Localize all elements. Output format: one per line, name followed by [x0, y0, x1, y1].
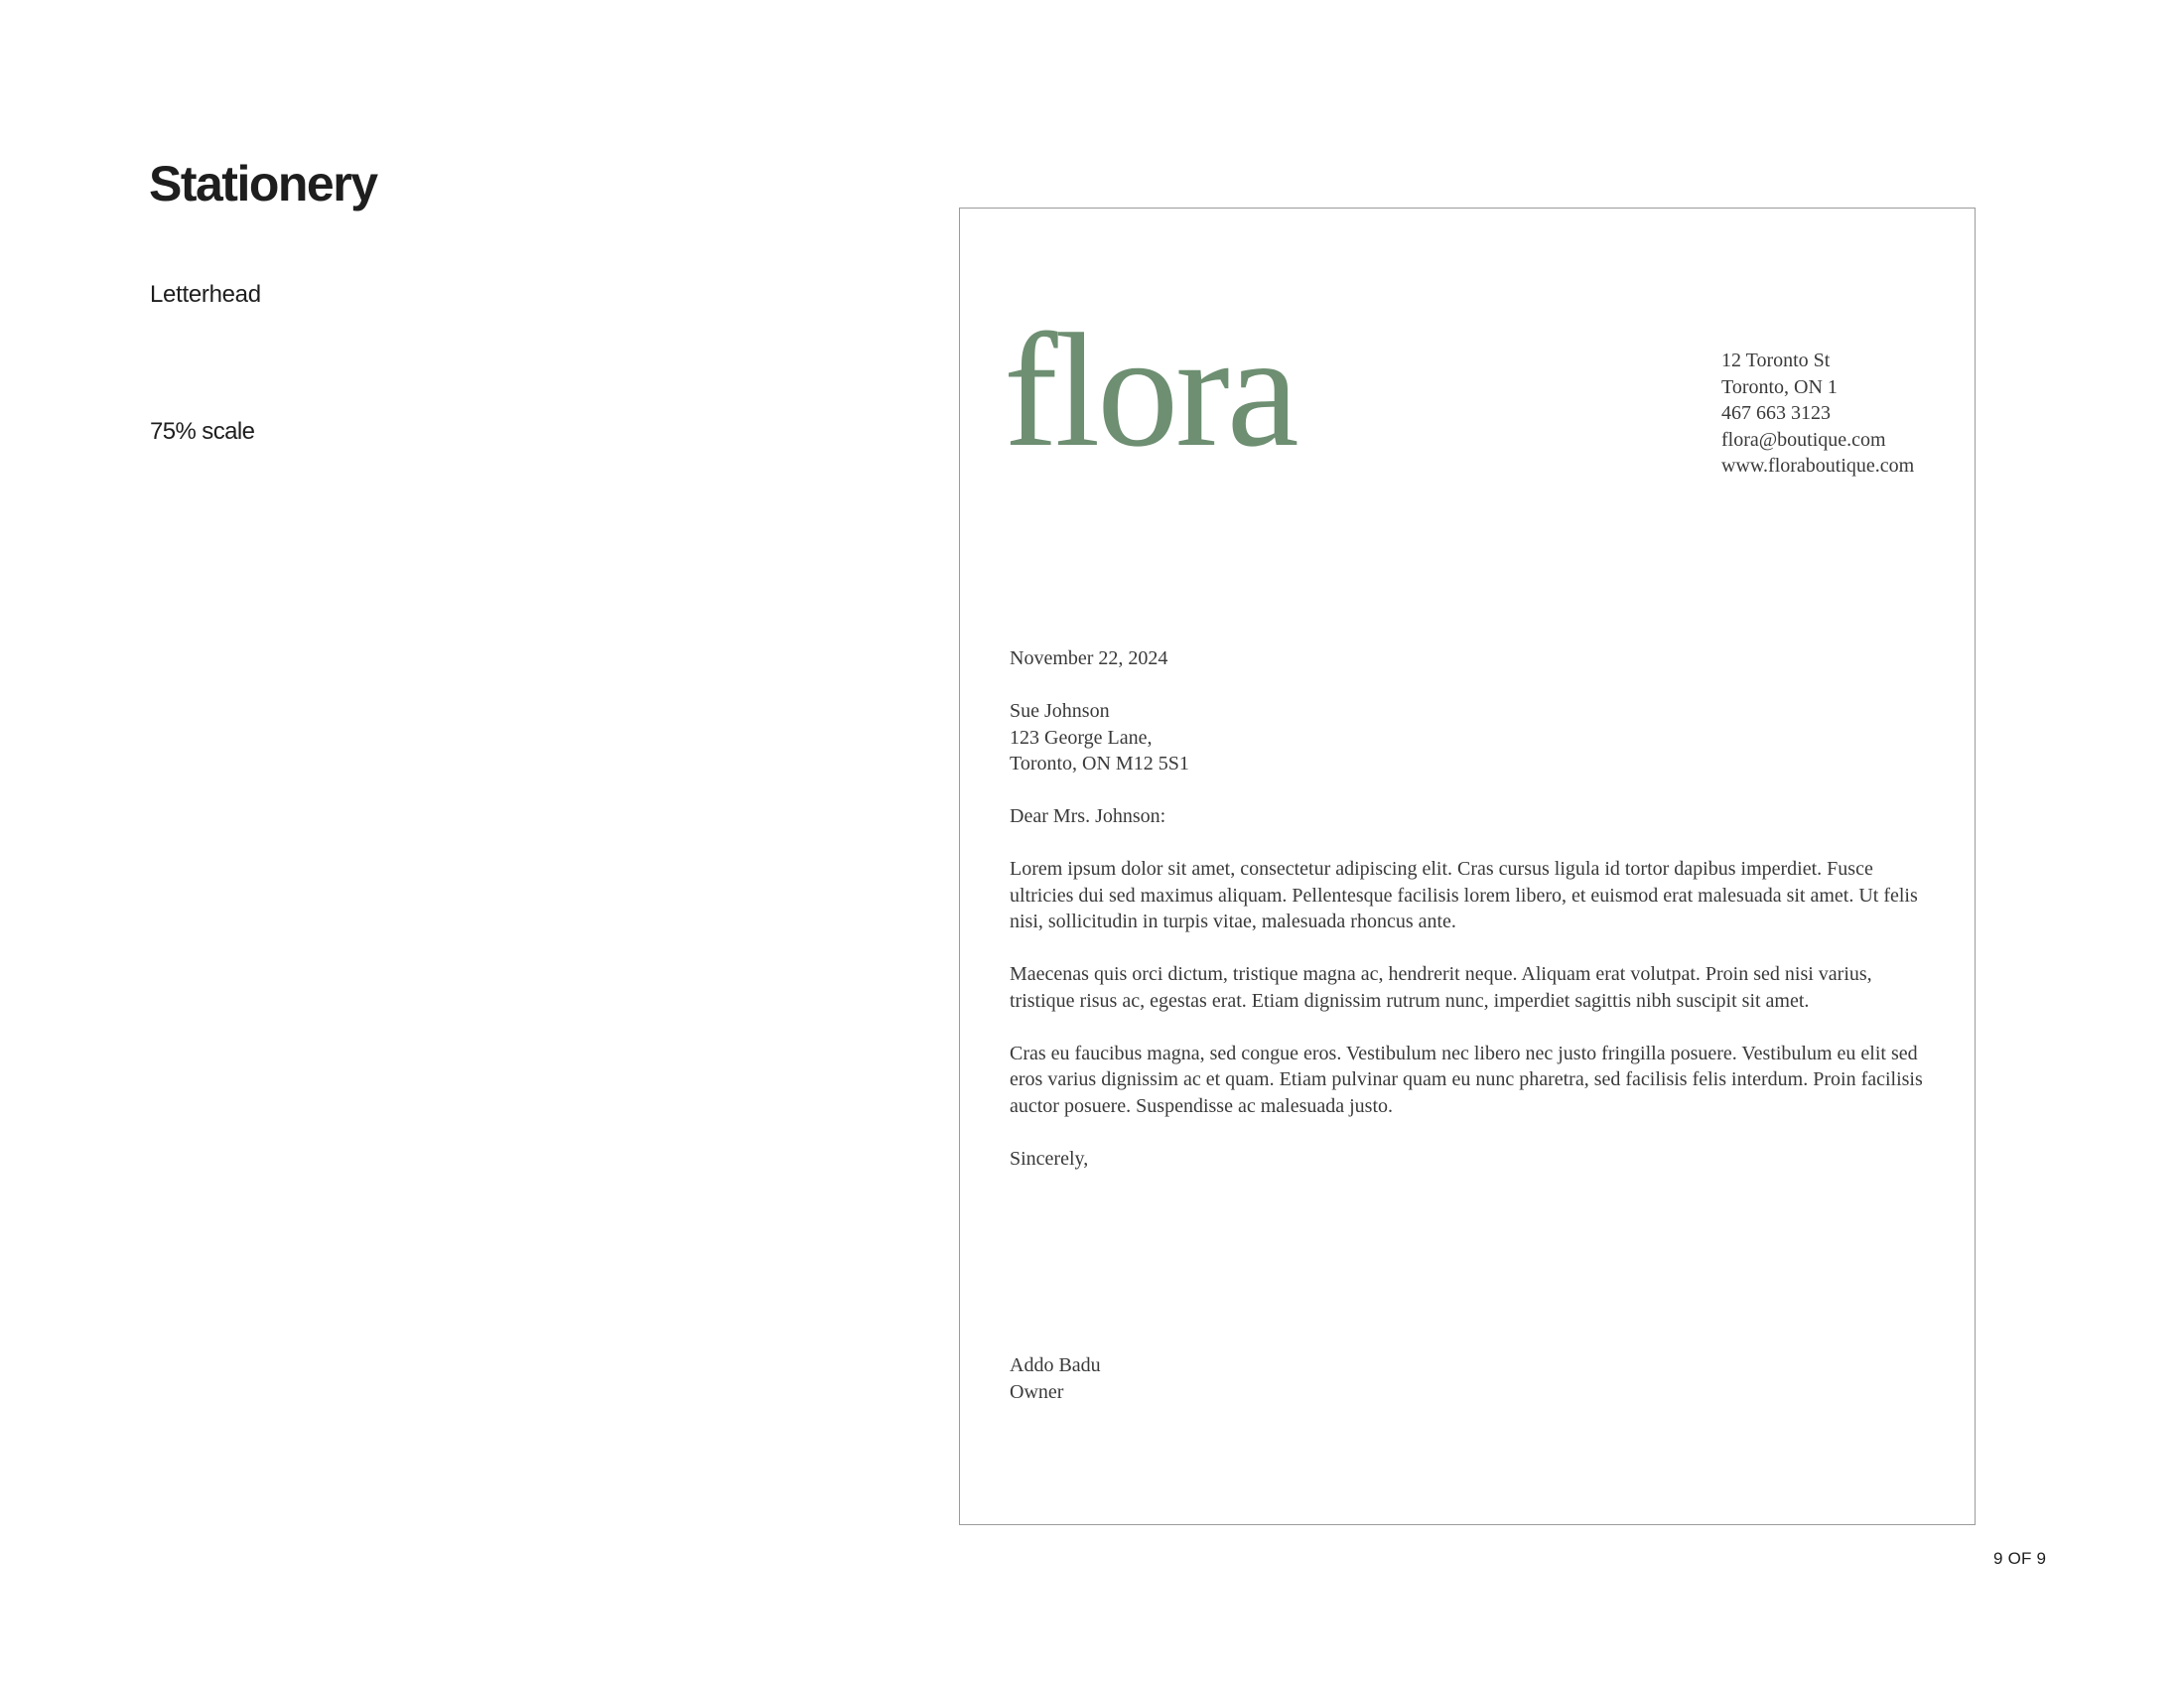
closing: Sincerely, [1010, 1147, 1089, 1170]
letter-date: November 22, 2024 [1010, 647, 1168, 669]
body-paragraph: Maecenas quis orci dictum, tristique magna ac, hendrerit neque. Aliquam erat volutpat. Proin sed nisi varius, tristique risus ac, egestas erat. Etiam dignissim rutrum nunc, imperdiet sagittis nibh suscipit sit amet. [1010, 963, 1872, 1012]
contact-email: flora@boutique.com [1721, 428, 1886, 451]
scale-note: 75% scale [150, 418, 255, 445]
recipient-name: Sue Johnson [1010, 700, 1110, 722]
contact-website: www.floraboutique.com [1721, 455, 1915, 477]
letter-body [1010, 645, 1923, 1198]
section-subtitle: Letterhead [150, 281, 261, 308]
body-paragraph: Cras eu faucibus magna, sed congue eros. Vestibulum nec libero nec justo fringilla posuere. Vestibulum eu elit sed eros varius dignissim ac et quam. Etiam pulvinar quam eu nunc pharetra, sed facilisis felis interdum. Proin facilisis auctor posuere. Suspendisse ac malesuada justo. [1010, 1042, 1923, 1117]
page-title: Stationery [149, 156, 377, 211]
recipient-address [1010, 698, 1923, 777]
recipient-city: Toronto, ON M12 5S1 [1010, 753, 1189, 774]
salutation: Dear Mrs. Johnson: [1010, 805, 1166, 827]
body-paragraph: Lorem ipsum dolor sit amet, consectetur adipiscing elit. Cras cursus ligula id tortor dapibus imperdiet. Fusce ultricies dui sed maximus aliquam. Pellentesque facilisis lorem libero, et euismod erat malesuada sit amet. Ut felis nisi, sollicitudin in turpis vitae, malesuada rhoncus ante. [1010, 858, 1918, 932]
contact-phone: 467 663 3123 [1721, 402, 1831, 424]
signer-name: Addo Badu [1010, 1354, 1101, 1376]
page-counter: 9 OF 9 [1993, 1549, 2047, 1568]
contact-city: Toronto, ON 1 [1721, 375, 1838, 398]
flora-logo: flora [1004, 301, 1297, 481]
signature-block [1010, 1352, 1101, 1405]
letterhead-sheet [959, 208, 1976, 1525]
contact-block [1721, 348, 1914, 480]
recipient-street: 123 George Lane, [1010, 726, 1153, 749]
signer-title: Owner [1010, 1380, 1064, 1403]
contact-street: 12 Toronto St [1721, 350, 1831, 371]
